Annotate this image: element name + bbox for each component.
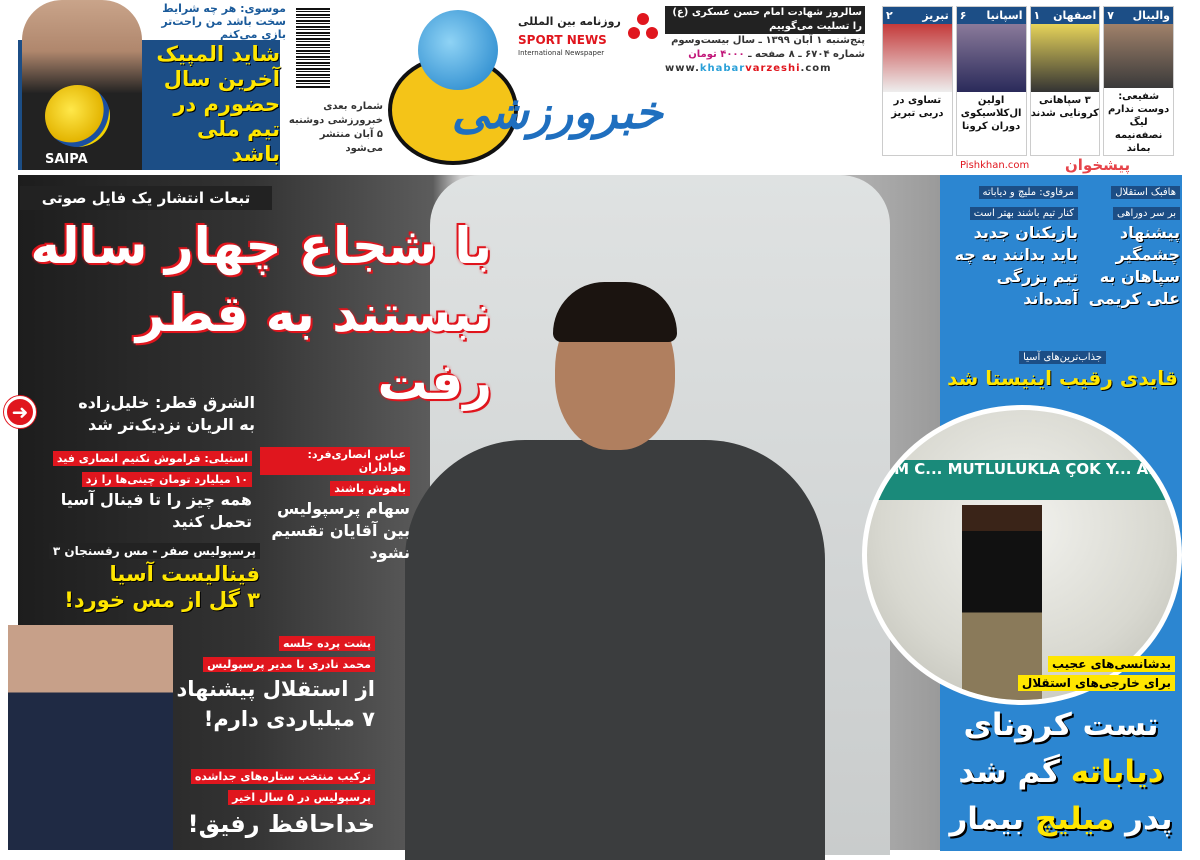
story-corona-test[interactable]: تست کرونای دیاباته گم شد پدر میلیچ بیمار (949, 707, 1173, 837)
thumb-isfahan[interactable]: اصفهان ۱ ۳ سپاهانی کرونایی شدند (1030, 6, 1101, 156)
masthead-info (665, 6, 865, 76)
logo-dots-icon (628, 13, 658, 41)
volleyball-headline[interactable]: شاید المپیک آخرین سال حضورم در تیم ملی باشد (156, 42, 280, 166)
price: ۴۰۰۰ تومان (688, 49, 745, 60)
arrow-right-icon: ➜ (4, 396, 36, 428)
jersey-text: SAIPA (45, 152, 88, 167)
main-kicker: تبعات انتشار یک فایل صوتی (20, 186, 272, 210)
teaser-thumbnails (882, 6, 1174, 156)
story-karimi[interactable]: هافبک استقلالبر سر دوراهی پیشنهاد چشمگیر سپاهان به علی کریمی (1088, 187, 1180, 308)
naderi-photo (8, 625, 173, 850)
logo-intl: روزنامه بین المللی (518, 15, 621, 28)
main-headline[interactable]: با شجاع چهار ساله نبستند به قطر رفت (30, 217, 492, 411)
story-naderi[interactable]: پشت پرده جلسه محمد نادری با مدیر پرسپولیس از استقلال پیشنهاد ۷ میلیاردی دارم! (176, 637, 375, 731)
story-shares[interactable]: عباس انصاری‌فرد: هوادارانباهوش باشند سهام پرسپولیس بین آقایان تقسیم نشود (260, 447, 410, 564)
story-estili[interactable]: استیلی: فراموش نکنیم انصاری فید۱۰ میلیارد تومان چینی‌ها را زد همه چیز را تا فینال آسیا تحمل کنید (20, 447, 252, 533)
issue-date: پنج‌شنبه ۱ آبان ۱۳۹۹ ـ سال بیست‌وسوم (671, 35, 865, 46)
website-link[interactable]: www.khabarvarzeshi.com (665, 63, 832, 74)
newspaper-logo (388, 5, 663, 170)
volleyball-icon (45, 85, 110, 147)
globe-icon (418, 10, 498, 90)
logo-intl-en: International Newspaper (518, 49, 605, 57)
story-farewell[interactable]: ترکیب منتخب ستاره‌های جداشده پرسپولیس در ۵ سال اخیر خداحافظ رفیق! (187, 770, 375, 838)
thumb-tabriz[interactable]: تبریز ۲ تساوی در دربی تبریز (882, 6, 953, 156)
story-ghayedi[interactable]: جذاب‌ترین‌های آسیا قایدی رقیب اینیستا شد (947, 352, 1178, 390)
story-khalilzadeh[interactable]: الشرق قطر: خلیل‌زاده به الریان نزدیک‌تر شد (78, 393, 255, 434)
airport-sign: TUM C... MUTLULUKLA ÇOK Y... ADA (867, 460, 1177, 500)
watermark-url: Pishkhan.com (960, 160, 1030, 171)
logo-sport-news: SPORT NEWS (518, 33, 607, 47)
thumb-volleyball[interactable]: والیبال ۷ شفیعی: دوست ندارم لیگ نصفه‌نیمه بماند (1103, 6, 1174, 156)
story-corona-test-tags: بدشانسی‌های عجیب برای خارجی‌های استقلال (1015, 653, 1175, 691)
occasion: سالروز شهادت امام حسن عسکری (ع) را تسلیت می‌گوییم (665, 6, 865, 34)
story-persepolis-mes[interactable]: پرسپولیس صفر - مس رفسنجان ۳ فینالیست آسیا ۳ گل از مس خورد! (20, 540, 260, 613)
barcode (296, 8, 330, 88)
logo-name: خبرورزشی (451, 85, 663, 139)
watermark: پیشخوان (1065, 156, 1131, 174)
next-issue-note: شماره بعدی خبرورزشی دوشنبه ۵ آبان منتشر می‌شود (288, 101, 383, 154)
thumb-spain[interactable]: اسپانیا ۶ اولین ال‌کلاسیکوی دوران کرونا (956, 6, 1027, 156)
story-marfavi[interactable]: مرفاوی: ملیچ و دیاباتهکنار تیم باشند بهتر است بازیکنان جدید باید بدانند به چه تیم بزرگی آمده‌اند (954, 187, 1078, 308)
issue-number: شماره ۶۷۰۴ ـ ۸ صفحه ـ (748, 49, 865, 60)
volleyball-quote: موسوی: هر چه شرایط سخت باشد من راحت‌تر بازی می‌کنم (161, 2, 286, 41)
